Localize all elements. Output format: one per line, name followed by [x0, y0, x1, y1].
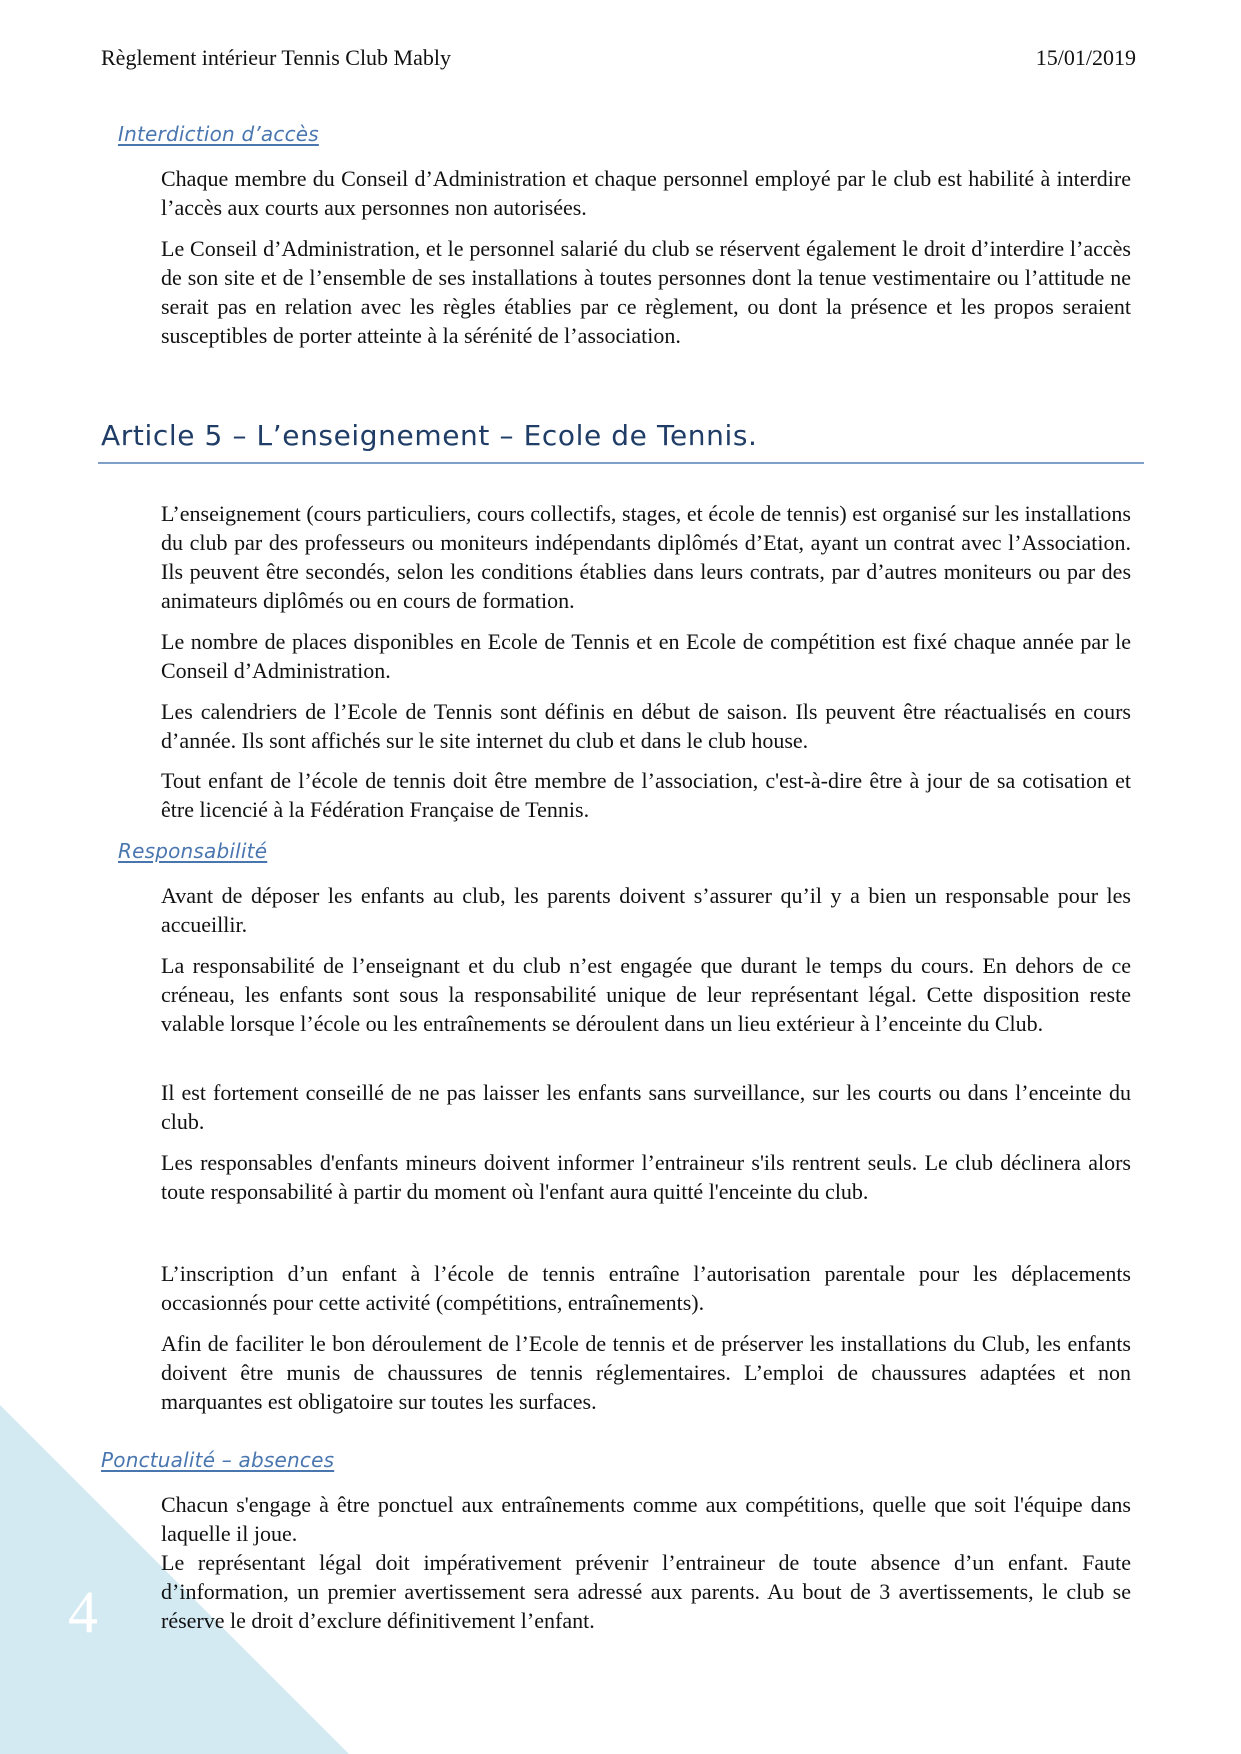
- paragraph: Avant de déposer les enfants au club, les parents doivent s’assurer qu’il y a bien un responsable pour les accueillir.: [161, 883, 1131, 937]
- paragraph: Afin de faciliter le bon déroulement de l’Ecole de tennis et de préserver les installations du Club, les enfants doivent être munis de chaussures de tennis réglementaires. L’emploi de chaussures adaptées et non marquantes est obligatoire sur toutes les surfaces.: [161, 1331, 1131, 1414]
- paragraph: Le nombre de places disponibles en Ecole de Tennis et en Ecole de compétition est fixé chaque année par le Conseil d’Administration.: [161, 629, 1131, 683]
- paragraph: Il est fortement conseillé de ne pas laisser les enfants sans surveillance, sur les courts ou dans l’enceinte du club.: [161, 1080, 1131, 1134]
- paragraph: L’enseignement (cours particuliers, cours collectifs, stages, et école de tennis) est organisé sur les installations du club par des professeurs ou moniteurs indépendants diplômés d’Etat, ayant un contrat avec l’Association. Ils peuvent être secondés, selon les conditions établies dans leurs contrats, par d’autres moniteurs ou par des animateurs diplômés ou en cours de formation.: [161, 501, 1131, 613]
- paragraph: Chaque membre du Conseil d’Administration et chaque personnel employé par le club est habilité à interdire l’accès aux courts aux personnes non autorisées.: [161, 166, 1131, 220]
- page-number: 4: [68, 1579, 98, 1645]
- paragraph: L’inscription d’un enfant à l’école de tennis entraîne l’autorisation parentale pour les déplacements occasionnés pour cette activité (compétitions, entraînements).: [161, 1261, 1131, 1315]
- paragraph: Les responsables d'enfants mineurs doivent informer l’entraineur s'ils rentrent seuls. Le club déclinera alors toute responsabilité à partir du moment où l'enfant aura quitté l'enceinte du club.: [161, 1150, 1131, 1204]
- header-title: Règlement intérieur Tennis Club Mably: [101, 45, 451, 70]
- article-heading: Article 5 – L’enseignement – Ecole de Tennis.: [101, 419, 758, 452]
- header-date: 15/01/2019: [1035, 45, 1136, 70]
- section-heading-access: Interdiction d’accès: [118, 122, 319, 146]
- paragraph: Le Conseil d’Administration, et le personnel salarié du club se réservent également le droit d’interdire l’accès de son site et de l’ensemble de ses installations à toutes personnes dont la tenue vestimentaire ou l’attitude ne serait pas en relation avec les règles établies par ce règlement, ou dont la présence et les propos seraient susceptibles de porter atteinte à la sérénité de l’association.: [161, 236, 1131, 348]
- paragraph: Les calendriers de l’Ecole de Tennis sont définis en début de saison. Ils peuvent être réactualisés en cours d’année. Ils sont affichés sur le site internet du club et dans le club house.: [161, 699, 1131, 753]
- paragraph: La responsabilité de l’enseignant et du club n’est engagée que durant le temps du cours. En dehors de ce créneau, les enfants sont sous la responsabilité unique de leur représentant légal. Cette disposition reste valable lorsque l’école ou les entraînements se déroulent dans un lieu extérieur à l’enceinte du Club.: [161, 953, 1131, 1036]
- paragraph: Chacun s'engage à être ponctuel aux entraînements comme aux compétitions, quelle que soit l'équipe dans laquelle il joue.: [161, 1492, 1131, 1546]
- article-divider: [98, 462, 1144, 464]
- section-heading-responsibility: Responsabilité: [118, 839, 268, 863]
- paragraph: Le représentant légal doit impérativement prévenir l’entraineur de toute absence d’un enfant. Faute d’information, un premier avertissement sera adressé aux parents. Au bout de 3 avertissements, le club se réserve le droit d’exclure définitivement l’enfant.: [161, 1550, 1131, 1633]
- section-heading-punctuality: Ponctualité – absences: [101, 1448, 335, 1472]
- paragraph: Tout enfant de l’école de tennis doit être membre de l’association, c'est-à-dire être à jour de sa cotisation et être licencié à la Fédération Française de Tennis.: [161, 768, 1131, 822]
